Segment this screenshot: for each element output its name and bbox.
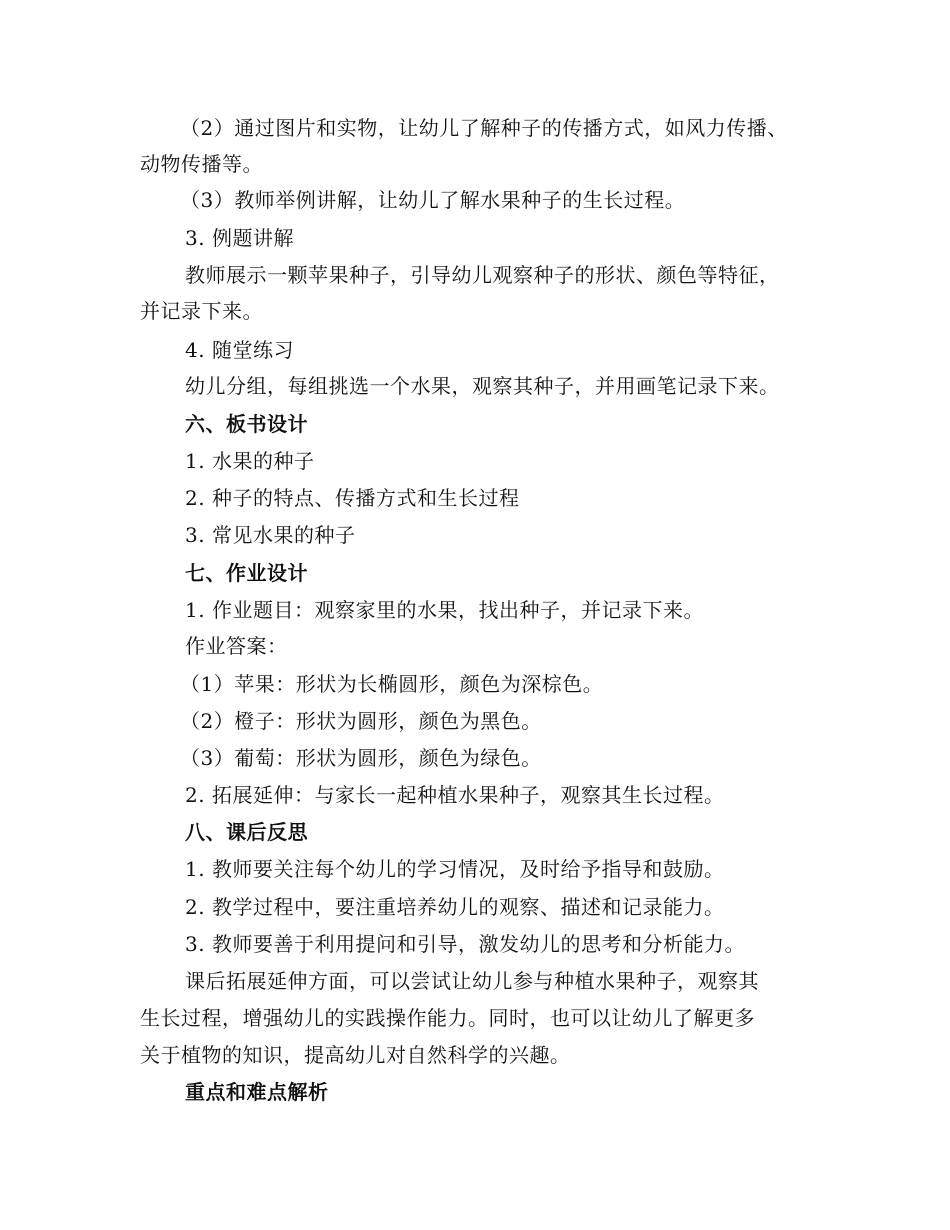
paragraph-line: 课后拓展延伸方面，可以尝试让幼儿参与种植水果种子，观察其 bbox=[185, 969, 759, 993]
section-heading-reflection: 八、课后反思 bbox=[185, 820, 308, 844]
list-item: 3. 常见水果的种子 bbox=[185, 523, 356, 547]
list-item: 3. 教师要善于利用提问和引导，激发幼儿的思考和分析能力。 bbox=[185, 932, 745, 956]
list-item: 2. 教学过程中，要注重培养幼儿的观察、描述和记录能力。 bbox=[185, 895, 725, 919]
list-item: 2. 拓展延伸：与家长一起种植水果种子，观察其生长过程。 bbox=[185, 783, 725, 807]
section-heading-board-design: 六、板书设计 bbox=[185, 412, 308, 436]
list-item: （1）苹果：形状为长椭圆形，颜色为深棕色。 bbox=[180, 672, 604, 696]
list-item: 2. 种子的特点、传播方式和生长过程 bbox=[185, 486, 520, 510]
section-heading-key-points: 重点和难点解析 bbox=[185, 1080, 329, 1104]
section-item: 3. 例题讲解 bbox=[185, 226, 294, 250]
paragraph-line: 并记录下来。 bbox=[140, 299, 263, 323]
section-item: 4. 随堂练习 bbox=[185, 338, 294, 362]
paragraph-line: 生长过程，增强幼儿的实践操作能力。同时，也可以让幼儿了解更多 bbox=[140, 1006, 755, 1030]
paragraph-line: 动物传播等。 bbox=[140, 152, 263, 176]
paragraph-line: 教师展示一颗苹果种子，引导幼儿观察种子的形状、颜色等特征， bbox=[185, 263, 780, 287]
answer-label: 作业答案： bbox=[185, 634, 288, 658]
list-item: （2）橙子：形状为圆形，颜色为黑色。 bbox=[180, 709, 542, 733]
list-item: （3）葡萄：形状为圆形，颜色为绿色。 bbox=[180, 746, 542, 770]
list-item: 1. 水果的种子 bbox=[185, 449, 315, 473]
section-heading-homework: 七、作业设计 bbox=[185, 561, 308, 585]
paragraph-line: 关于植物的知识，提高幼儿对自然科学的兴趣。 bbox=[140, 1043, 571, 1067]
paragraph-line: （3）教师举例讲解，让幼儿了解水果种子的生长过程。 bbox=[180, 188, 686, 212]
paragraph-line: 幼儿分组，每组挑选一个水果，观察其种子，并用画笔记录下来。 bbox=[185, 374, 780, 398]
paragraph-line: （2）通过图片和实物，让幼儿了解种子的传播方式，如风力传播、 bbox=[180, 116, 788, 140]
list-item: 1. 教师要关注每个幼儿的学习情况，及时给予指导和鼓励。 bbox=[185, 857, 725, 881]
list-item: 1. 作业题目：观察家里的水果，找出种子，并记录下来。 bbox=[185, 598, 704, 622]
